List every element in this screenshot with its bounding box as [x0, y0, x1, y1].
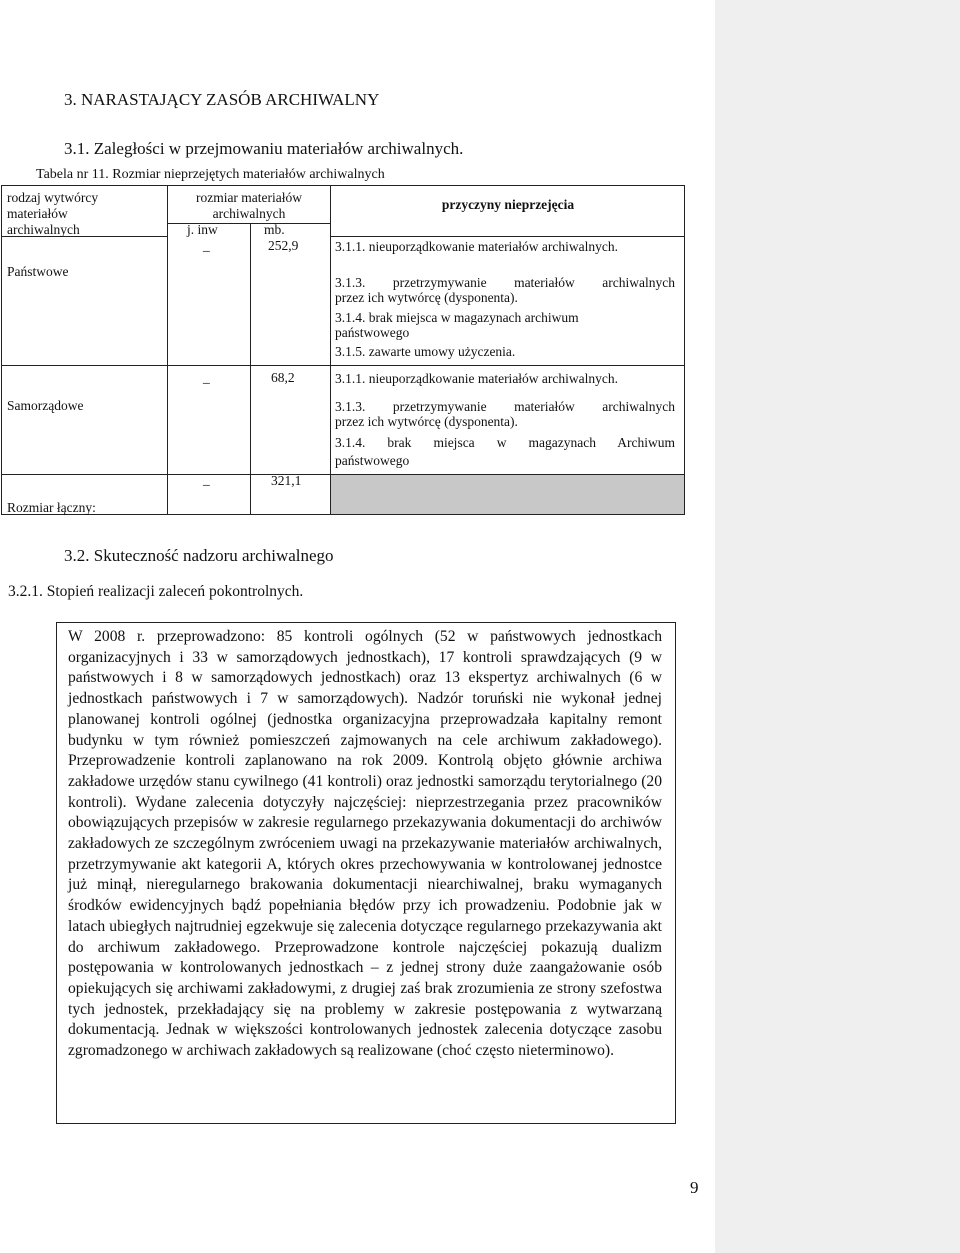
reason-line: przez ich wytwórcę (dysponenta). — [335, 290, 518, 305]
table-caption: Tabela nr 11. Rozmiar nieprzejętych materiałów archiwalnych — [36, 167, 385, 182]
reason-line: 3.1.4. brak miejsca w magazynach Archiwum — [335, 435, 675, 450]
section-heading-3-2: 3.2. Skuteczność nadzoru archiwalnego — [64, 546, 334, 565]
table-gray-cell — [331, 475, 684, 514]
right-margin-panel — [715, 0, 960, 1253]
body-paragraph: W 2008 r. przeprowadzono: 85 kontroli ogólnych (52 w państwowych jednostkach organizacyjnych i 33 w samorządowych jednostkach), 17 kontroli sprawdzających (9 w państwowych i 8 w samorządowych jednostkach) oraz 13 ekspertyz archiwalnych (6 w jednostkach państwowych i 7 w samorządowych). Nadzór toruński nie wykonał jednej planowanej kontroli ogólnej (jednostka organizacyjna przeprowadzała kapitalny remont budynku w tym również pomieszczeń zajmowanych na cele archiwum zakładowego). Przeprowadzenie kontroli zaplanowano na rok 2009. Kontrolą objęto głównie archiwa zakładowe urzędów stanu cywilnego (41 kontroli) oraz jednostki samorządu terytorialnego (20 kontroli). Wydane zalecenia dotyczyły najczęściej: nieprzestrzegania przez pracowników obowiązujących przepisów w zakresie regularnego przekazywania dokumentacji do archiwów zakładowych ze szczególnym zwróceniem uwagi na przekazywanie materiałów archiwalnych, przetrzymywanie akt kategorii A, których okres przechowywania w kontrolowanej jednostce już minął, nieregularnego brakowania dokumentacji niearchiwalnej, braku wymaganych środków ewidencyjnych bądź popełniania błędów przy ich prowadzeniu. Podobnie jak w latach ubiegłych najtrudniej egzekwuje się zalecenia dotyczące regularnego przekazywania akt do archiwum zakładowego. Przeprowadzone kontrole najczęściej pokazują dualizm postępowania w kontrolowanych jednostkach – z jednej strony duże zaangażowanie osób opiekujących się archiwami zakładowymi, z drugiej zaś brak zrozumienia ze strony szefostwa tych jednostek, przekładający się na problemy w zakresie postępowania z wytwarzaną dokumentacją. Jednak w większości kontrolowanych jednostek zalecenia dotyczące zasobu zgromadzonego w archiwach zakładowych są realizowane (choć często nieterminowo). — [68, 628, 662, 1060]
table-border — [167, 185, 168, 515]
row-type-panstwowe: Państwowe — [7, 264, 69, 279]
reason-line: 3.1.1. nieuporządkowanie materiałów archiwalnych. — [335, 371, 619, 386]
reason-line: państwowego — [335, 453, 410, 468]
row-jinw: _ — [203, 238, 210, 253]
header-col1-line3: archiwalnych — [7, 222, 80, 237]
header-col2-line1: rozmiar materiałów — [195, 190, 303, 205]
row-type-total: Rozmiar łączny: — [7, 500, 96, 515]
table-border — [250, 223, 251, 515]
archive-table — [1, 185, 685, 515]
row-mb: 321,1 — [271, 473, 302, 488]
table-border — [331, 236, 685, 237]
table-border — [684, 185, 685, 515]
row-mb: 252,9 — [268, 238, 299, 253]
header-col2-line2: archiwalnych — [212, 206, 286, 221]
header-mb: mb. — [264, 222, 285, 237]
reason-line: 3.1.4. brak miejsca w magazynach archiwum — [335, 310, 579, 325]
header-jinw: j. inw — [187, 222, 218, 237]
reason-line: państwowego — [335, 325, 410, 340]
table-border — [1, 185, 685, 186]
heading-sub: 3.1. Zaległości w przejmowaniu materiałów archiwalnych. — [64, 139, 464, 158]
header-reasons: przyczyny nieprzejęcia — [441, 197, 575, 212]
row-mb: 68,2 — [271, 370, 295, 385]
header-col1-line1: rodzaj wytwórcy — [7, 190, 99, 205]
table-border — [1, 514, 685, 515]
reason-line: przez ich wytwórcę (dysponenta). — [335, 414, 518, 429]
row-jinw: _ — [203, 472, 210, 487]
table-border — [1, 365, 685, 366]
reason-line: 3.1.3. przetrzymywanie materiałów archiwalnych — [335, 275, 675, 290]
row-type-samorzadowe: Samorządowe — [7, 398, 84, 413]
reason-line: 3.1.5. zawarte umowy użyczenia. — [335, 344, 516, 359]
table-border — [1, 185, 2, 515]
reason-line: 3.1.3. przetrzymywanie materiałów archiwalnych — [335, 399, 675, 414]
page-number: 9 — [690, 1178, 699, 1197]
section-heading-3-2-1: 3.2.1. Stopień realizacji zaleceń pokontrolnych. — [8, 583, 304, 600]
header-col1-line2: materiałów — [7, 206, 68, 221]
table-border — [1, 474, 685, 475]
heading-main: 3. NARASTAJĄCY ZASÓB ARCHIWALNY — [64, 90, 380, 109]
table-border — [330, 185, 331, 515]
reason-line: 3.1.1. nieuporządkowanie materiałów archiwalnych. — [335, 239, 619, 254]
row-jinw: _ — [203, 370, 210, 385]
